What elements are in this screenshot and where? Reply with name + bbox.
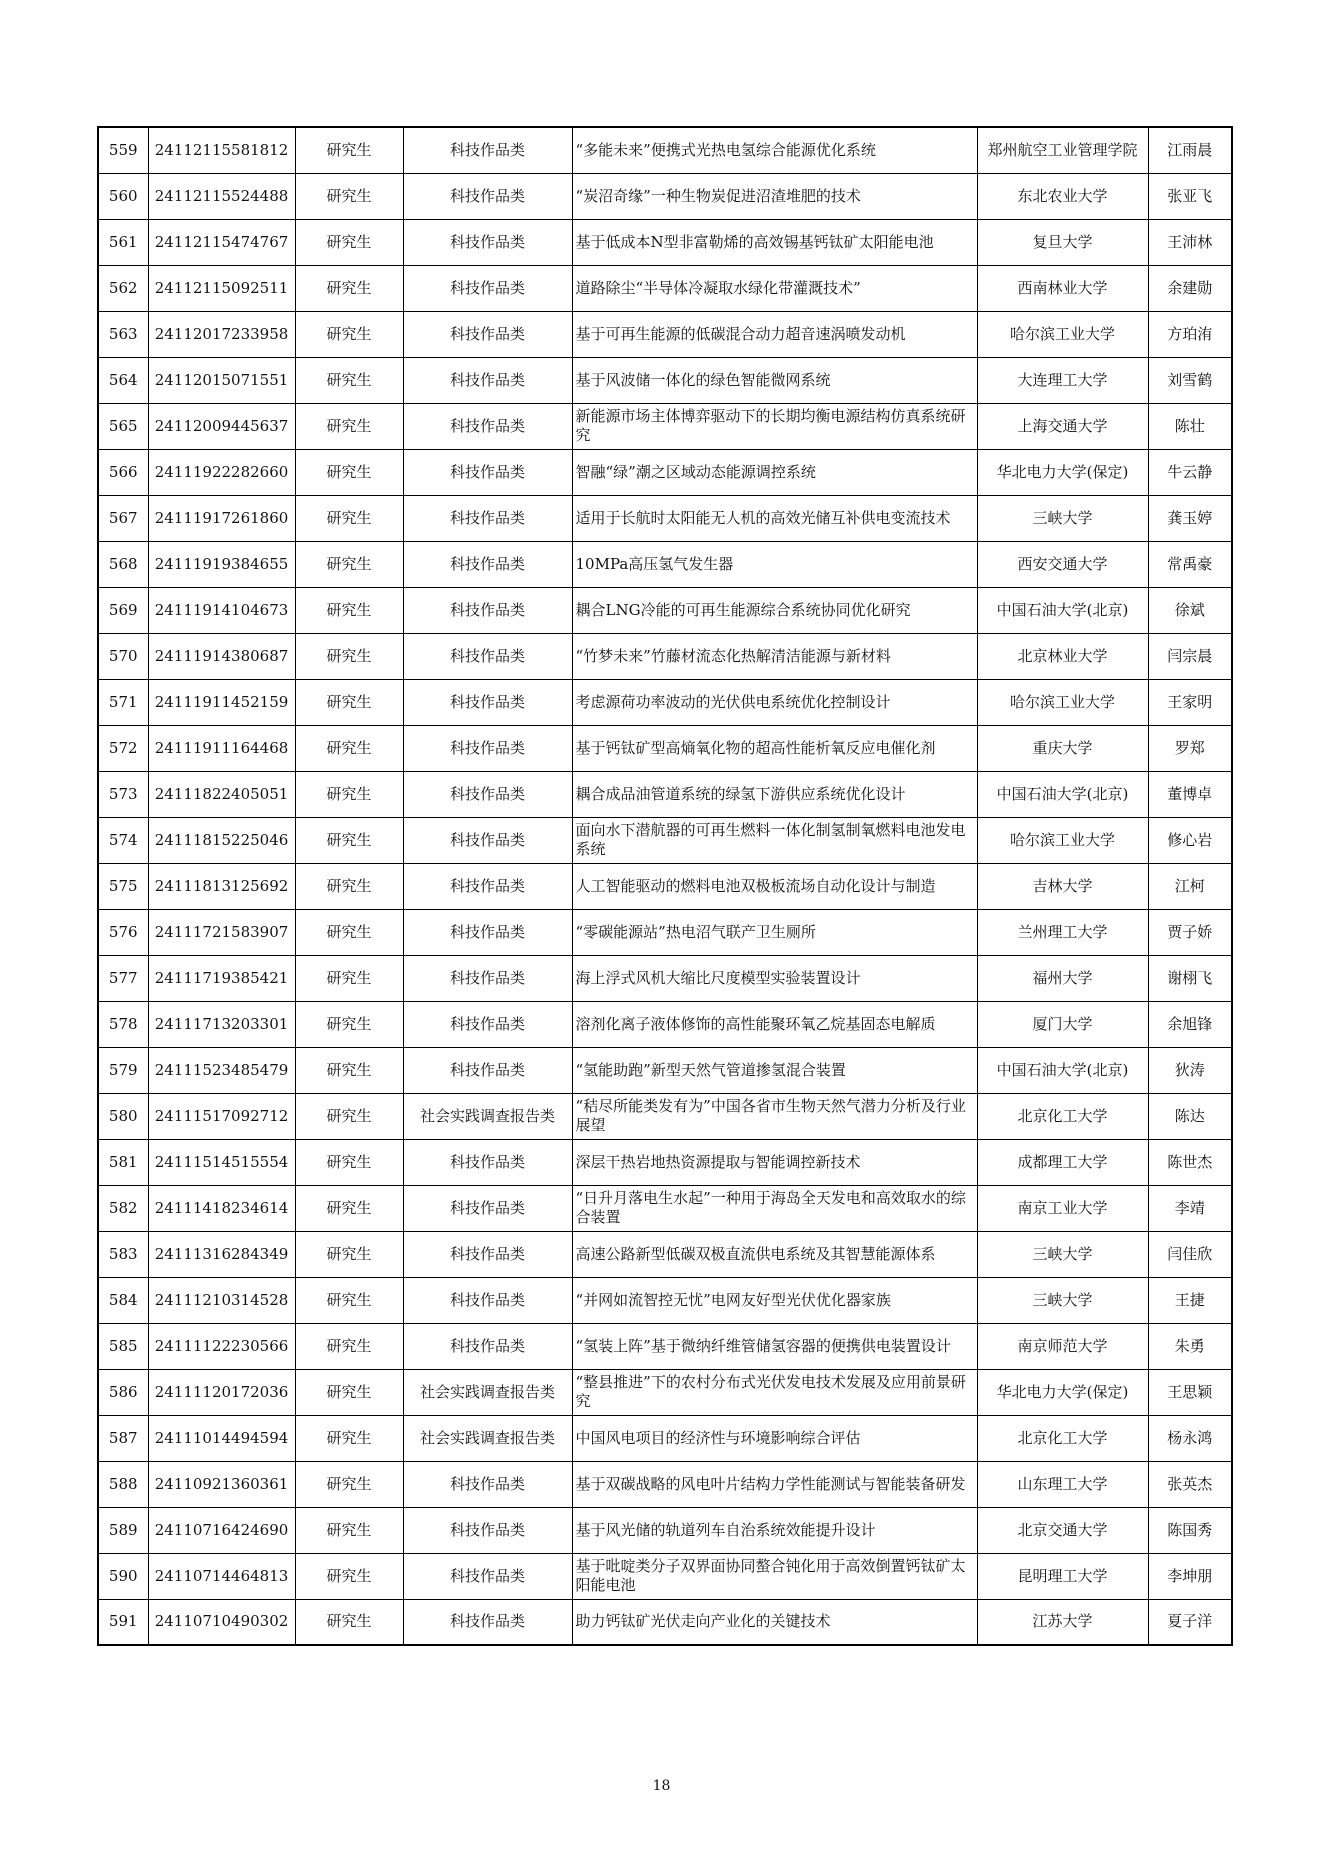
category-cell: 科技作品类 (403, 1001, 572, 1047)
school-cell: 山东理工大学 (977, 1461, 1148, 1507)
school-cell: 郑州航空工业管理学院 (977, 127, 1148, 173)
category-cell: 科技作品类 (403, 1323, 572, 1369)
level-cell: 研究生 (295, 311, 403, 357)
row-index-cell: 589 (98, 1507, 148, 1553)
school-cell: 东北农业大学 (977, 173, 1148, 219)
name-cell: 罗郑 (1148, 725, 1232, 771)
name-cell: 王思颖 (1148, 1369, 1232, 1415)
level-cell: 研究生 (295, 1369, 403, 1415)
level-cell: 研究生 (295, 633, 403, 679)
code-cell: 24112115524488 (148, 173, 295, 219)
school-cell: 中国石油大学(北京) (977, 1047, 1148, 1093)
title-cell: 海上浮式风机大缩比尺度模型实验装置设计 (572, 955, 977, 1001)
category-cell: 科技作品类 (403, 1231, 572, 1277)
level-cell: 研究生 (295, 955, 403, 1001)
title-cell: “炭沼奇缘”一种生物炭促进沼渣堆肥的技术 (572, 173, 977, 219)
row-index-cell: 575 (98, 863, 148, 909)
category-cell: 科技作品类 (403, 265, 572, 311)
name-cell: 张亚飞 (1148, 173, 1232, 219)
school-cell: 昆明理工大学 (977, 1553, 1148, 1599)
table-row (98, 679, 1232, 725)
row-index-cell: 590 (98, 1553, 148, 1599)
school-cell: 重庆大学 (977, 725, 1148, 771)
category-cell: 科技作品类 (403, 495, 572, 541)
title-cell: “整县推进”下的农村分布式光伏发电技术发展及应用前景研究 (572, 1369, 977, 1415)
row-index-cell: 570 (98, 633, 148, 679)
name-cell: 龚玉婷 (1148, 495, 1232, 541)
code-cell: 24112015071551 (148, 357, 295, 403)
school-cell: 华北电力大学(保定) (977, 1369, 1148, 1415)
row-index-cell: 559 (98, 127, 148, 173)
level-cell: 研究生 (295, 1277, 403, 1323)
table-row (98, 633, 1232, 679)
table-row (98, 725, 1232, 771)
category-cell: 科技作品类 (403, 311, 572, 357)
level-cell: 研究生 (295, 1553, 403, 1599)
title-cell: 基于低成本N型非富勒烯的高效锡基钙钛矿太阳能电池 (572, 219, 977, 265)
category-cell: 科技作品类 (403, 1139, 572, 1185)
row-index-cell: 567 (98, 495, 148, 541)
row-index-cell: 579 (98, 1047, 148, 1093)
row-index-cell: 563 (98, 311, 148, 357)
title-cell: 基于风波储一体化的绿色智能微网系统 (572, 357, 977, 403)
row-index-cell: 588 (98, 1461, 148, 1507)
category-cell: 科技作品类 (403, 219, 572, 265)
table-row (98, 403, 1232, 449)
name-cell: 常禹豪 (1148, 541, 1232, 587)
table-row (98, 1507, 1232, 1553)
title-cell: 基于双碳战略的风电叶片结构力学性能测试与智能装备研发 (572, 1461, 977, 1507)
table-row (98, 955, 1232, 1001)
code-cell: 24111922282660 (148, 449, 295, 495)
category-cell: 科技作品类 (403, 1277, 572, 1323)
school-cell: 北京化工大学 (977, 1415, 1148, 1461)
category-cell: 科技作品类 (403, 1047, 572, 1093)
name-cell: 徐斌 (1148, 587, 1232, 633)
table-row (98, 1369, 1232, 1415)
row-index-cell: 576 (98, 909, 148, 955)
code-cell: 24111917261860 (148, 495, 295, 541)
row-index-cell: 560 (98, 173, 148, 219)
school-cell: 哈尔滨工业大学 (977, 679, 1148, 725)
table-row (98, 449, 1232, 495)
code-cell: 24111914380687 (148, 633, 295, 679)
code-cell: 24112017233958 (148, 311, 295, 357)
code-cell: 24112115474767 (148, 219, 295, 265)
code-cell: 24111713203301 (148, 1001, 295, 1047)
category-cell: 科技作品类 (403, 127, 572, 173)
title-cell: 高速公路新型低碳双极直流供电系统及其智慧能源体系 (572, 1231, 977, 1277)
code-cell: 24112009445637 (148, 403, 295, 449)
name-cell: 陈国秀 (1148, 1507, 1232, 1553)
category-cell: 科技作品类 (403, 357, 572, 403)
level-cell: 研究生 (295, 1047, 403, 1093)
school-cell: 西南林业大学 (977, 265, 1148, 311)
title-cell: 10MPa高压氢气发生器 (572, 541, 977, 587)
code-cell: 24111813125692 (148, 863, 295, 909)
title-cell: “竹梦未来”竹藤材流态化热解清洁能源与新材料 (572, 633, 977, 679)
title-cell: 基于钙钛矿型高熵氧化物的超高性能析氧反应电催化剂 (572, 725, 977, 771)
row-index-cell: 585 (98, 1323, 148, 1369)
title-cell: 智融“绿”潮之区域动态能源调控系统 (572, 449, 977, 495)
code-cell: 24111822405051 (148, 771, 295, 817)
school-cell: 吉林大学 (977, 863, 1148, 909)
school-cell: 哈尔滨工业大学 (977, 311, 1148, 357)
level-cell: 研究生 (295, 495, 403, 541)
row-index-cell: 578 (98, 1001, 148, 1047)
level-cell: 研究生 (295, 587, 403, 633)
code-cell: 24111911452159 (148, 679, 295, 725)
table-row (98, 1599, 1232, 1645)
code-cell: 24111014494594 (148, 1415, 295, 1461)
school-cell: 中国石油大学(北京) (977, 771, 1148, 817)
level-cell: 研究生 (295, 1185, 403, 1231)
table-row (98, 311, 1232, 357)
category-cell: 科技作品类 (403, 633, 572, 679)
name-cell: 杨永鸿 (1148, 1415, 1232, 1461)
code-cell: 24112115581812 (148, 127, 295, 173)
school-cell: 北京林业大学 (977, 633, 1148, 679)
table-row (98, 1277, 1232, 1323)
row-index-cell: 564 (98, 357, 148, 403)
level-cell: 研究生 (295, 219, 403, 265)
school-cell: 三峡大学 (977, 1231, 1148, 1277)
title-cell: 耦合成品油管道系统的绿氢下游供应系统优化设计 (572, 771, 977, 817)
level-cell: 研究生 (295, 725, 403, 771)
name-cell: 闫佳欣 (1148, 1231, 1232, 1277)
school-cell: 华北电力大学(保定) (977, 449, 1148, 495)
level-cell: 研究生 (295, 265, 403, 311)
category-cell: 科技作品类 (403, 1553, 572, 1599)
code-cell: 24110714464813 (148, 1553, 295, 1599)
name-cell: 张英杰 (1148, 1461, 1232, 1507)
school-cell: 三峡大学 (977, 1277, 1148, 1323)
level-cell: 研究生 (295, 173, 403, 219)
code-cell: 24111721583907 (148, 909, 295, 955)
level-cell: 研究生 (295, 1461, 403, 1507)
title-cell: “氢能助跑”新型天然气管道掺氢混合装置 (572, 1047, 977, 1093)
row-index-cell: 577 (98, 955, 148, 1001)
name-cell: 余旭锋 (1148, 1001, 1232, 1047)
category-cell: 科技作品类 (403, 1599, 572, 1645)
level-cell: 研究生 (295, 1093, 403, 1139)
name-cell: 修心岩 (1148, 817, 1232, 863)
school-cell: 南京工业大学 (977, 1185, 1148, 1231)
title-cell: 适用于长航时太阳能无人机的高效光储互补供电变流技术 (572, 495, 977, 541)
row-index-cell: 561 (98, 219, 148, 265)
row-index-cell: 581 (98, 1139, 148, 1185)
results-table (97, 126, 1233, 1646)
level-cell: 研究生 (295, 403, 403, 449)
code-cell: 24111523485479 (148, 1047, 295, 1093)
school-cell: 江苏大学 (977, 1599, 1148, 1645)
level-cell: 研究生 (295, 679, 403, 725)
table-row (98, 1139, 1232, 1185)
table-row (98, 1415, 1232, 1461)
name-cell: 谢栩飞 (1148, 955, 1232, 1001)
row-index-cell: 583 (98, 1231, 148, 1277)
school-cell: 福州大学 (977, 955, 1148, 1001)
school-cell: 西安交通大学 (977, 541, 1148, 587)
level-cell: 研究生 (295, 357, 403, 403)
row-index-cell: 591 (98, 1599, 148, 1645)
table-row (98, 771, 1232, 817)
title-cell: 新能源市场主体博弈驱动下的长期均衡电源结构仿真系统研究 (572, 403, 977, 449)
name-cell: 夏子洋 (1148, 1599, 1232, 1645)
name-cell: 陈世杰 (1148, 1139, 1232, 1185)
row-index-cell: 569 (98, 587, 148, 633)
code-cell: 24110921360361 (148, 1461, 295, 1507)
table-row (98, 1093, 1232, 1139)
row-index-cell: 562 (98, 265, 148, 311)
school-cell: 复旦大学 (977, 219, 1148, 265)
title-cell: 基于风光储的轨道列车自治系统效能提升设计 (572, 1507, 977, 1553)
code-cell: 24111517092712 (148, 1093, 295, 1139)
category-cell: 科技作品类 (403, 403, 572, 449)
level-cell: 研究生 (295, 1507, 403, 1553)
title-cell: “零碳能源站”热电沼气联产卫生厕所 (572, 909, 977, 955)
category-cell: 科技作品类 (403, 863, 572, 909)
code-cell: 24112115092511 (148, 265, 295, 311)
title-cell: 考虑源荷功率波动的光伏供电系统优化控制设计 (572, 679, 977, 725)
name-cell: 李坤朋 (1148, 1553, 1232, 1599)
level-cell: 研究生 (295, 817, 403, 863)
name-cell: 余建勋 (1148, 265, 1232, 311)
name-cell: 刘雪鹤 (1148, 357, 1232, 403)
category-cell: 科技作品类 (403, 725, 572, 771)
table-row (98, 909, 1232, 955)
table-row (98, 173, 1232, 219)
table-row (98, 357, 1232, 403)
code-cell: 24111719385421 (148, 955, 295, 1001)
table-row (98, 587, 1232, 633)
category-cell: 科技作品类 (403, 449, 572, 495)
category-cell: 科技作品类 (403, 955, 572, 1001)
table-row (98, 541, 1232, 587)
category-cell: 科技作品类 (403, 679, 572, 725)
school-cell: 南京师范大学 (977, 1323, 1148, 1369)
school-cell: 哈尔滨工业大学 (977, 817, 1148, 863)
row-index-cell: 574 (98, 817, 148, 863)
table-row (98, 1323, 1232, 1369)
category-cell: 科技作品类 (403, 1507, 572, 1553)
title-cell: “多能未来”便携式光热电氢综合能源优化系统 (572, 127, 977, 173)
code-cell: 24111418234614 (148, 1185, 295, 1231)
level-cell: 研究生 (295, 771, 403, 817)
name-cell: 贾子娇 (1148, 909, 1232, 955)
level-cell: 研究生 (295, 1001, 403, 1047)
code-cell: 24111911164468 (148, 725, 295, 771)
name-cell: 江柯 (1148, 863, 1232, 909)
category-cell: 社会实践调查报告类 (403, 1369, 572, 1415)
row-index-cell: 568 (98, 541, 148, 587)
title-cell: 耦合LNG冷能的可再生能源综合系统协同优化研究 (572, 587, 977, 633)
code-cell: 24111210314528 (148, 1277, 295, 1323)
school-cell: 大连理工大学 (977, 357, 1148, 403)
name-cell: 董博卓 (1148, 771, 1232, 817)
name-cell: 陈达 (1148, 1093, 1232, 1139)
level-cell: 研究生 (295, 909, 403, 955)
title-cell: 道路除尘“半导体冷凝取水绿化带灌溉技术” (572, 265, 977, 311)
name-cell: 李靖 (1148, 1185, 1232, 1231)
code-cell: 24111316284349 (148, 1231, 295, 1277)
table-row (98, 1185, 1232, 1231)
category-cell: 科技作品类 (403, 587, 572, 633)
row-index-cell: 580 (98, 1093, 148, 1139)
level-cell: 研究生 (295, 541, 403, 587)
page-number: 18 (652, 1778, 671, 1794)
title-cell: 面向水下潜航器的可再生燃料一体化制氢制氧燃料电池发电系统 (572, 817, 977, 863)
code-cell: 24111914104673 (148, 587, 295, 633)
category-cell: 科技作品类 (403, 771, 572, 817)
table-row (98, 495, 1232, 541)
table-row (98, 1553, 1232, 1599)
name-cell: 江雨晨 (1148, 127, 1232, 173)
school-cell: 成都理工大学 (977, 1139, 1148, 1185)
category-cell: 科技作品类 (403, 173, 572, 219)
name-cell: 朱勇 (1148, 1323, 1232, 1369)
table-row (98, 817, 1232, 863)
table-row (98, 1001, 1232, 1047)
code-cell: 24111122230566 (148, 1323, 295, 1369)
name-cell: 王家明 (1148, 679, 1232, 725)
title-cell: 基于可再生能源的低碳混合动力超音速涡喷发动机 (572, 311, 977, 357)
school-cell: 中国石油大学(北京) (977, 587, 1148, 633)
code-cell: 24111120172036 (148, 1369, 295, 1415)
name-cell: 王沛林 (1148, 219, 1232, 265)
level-cell: 研究生 (295, 127, 403, 173)
table-row (98, 863, 1232, 909)
category-cell: 科技作品类 (403, 817, 572, 863)
level-cell: 研究生 (295, 1139, 403, 1185)
category-cell: 社会实践调查报告类 (403, 1093, 572, 1139)
school-cell: 北京化工大学 (977, 1093, 1148, 1139)
name-cell: 狄涛 (1148, 1047, 1232, 1093)
row-index-cell: 587 (98, 1415, 148, 1461)
category-cell: 科技作品类 (403, 909, 572, 955)
table-row (98, 1231, 1232, 1277)
name-cell: 方珀洧 (1148, 311, 1232, 357)
code-cell: 24111919384655 (148, 541, 295, 587)
table-row (98, 265, 1232, 311)
level-cell: 研究生 (295, 449, 403, 495)
name-cell: 陈壮 (1148, 403, 1232, 449)
level-cell: 研究生 (295, 1231, 403, 1277)
table-row (98, 1461, 1232, 1507)
title-cell: 中国风电项目的经济性与环境影响综合评估 (572, 1415, 977, 1461)
row-index-cell: 586 (98, 1369, 148, 1415)
level-cell: 研究生 (295, 1323, 403, 1369)
name-cell: 牛云静 (1148, 449, 1232, 495)
code-cell: 24111514515554 (148, 1139, 295, 1185)
row-index-cell: 572 (98, 725, 148, 771)
title-cell: 基于吡啶类分子双界面协同螯合钝化用于高效倒置钙钛矿太阳能电池 (572, 1553, 977, 1599)
title-cell: “日升月落电生水起”一种用于海岛全天发电和高效取水的综合装置 (572, 1185, 977, 1231)
category-cell: 社会实践调查报告类 (403, 1415, 572, 1461)
code-cell: 24111815225046 (148, 817, 295, 863)
table-row (98, 127, 1232, 173)
title-cell: 人工智能驱动的燃料电池双极板流场自动化设计与制造 (572, 863, 977, 909)
code-cell: 24110716424690 (148, 1507, 295, 1553)
school-cell: 上海交通大学 (977, 403, 1148, 449)
title-cell: 助力钙钛矿光伏走向产业化的关键技术 (572, 1599, 977, 1645)
level-cell: 研究生 (295, 1599, 403, 1645)
category-cell: 科技作品类 (403, 1185, 572, 1231)
title-cell: “秸尽所能类发有为”中国各省市生物天然气潜力分析及行业展望 (572, 1093, 977, 1139)
school-cell: 厦门大学 (977, 1001, 1148, 1047)
code-cell: 24110710490302 (148, 1599, 295, 1645)
row-index-cell: 565 (98, 403, 148, 449)
row-index-cell: 571 (98, 679, 148, 725)
title-cell: “氢装上阵”基于微纳纤维管储氢容器的便携供电装置设计 (572, 1323, 977, 1369)
category-cell: 科技作品类 (403, 1461, 572, 1507)
table-row (98, 219, 1232, 265)
row-index-cell: 584 (98, 1277, 148, 1323)
school-cell: 兰州理工大学 (977, 909, 1148, 955)
title-cell: 深层干热岩地热资源提取与智能调控新技术 (572, 1139, 977, 1185)
school-cell: 三峡大学 (977, 495, 1148, 541)
category-cell: 科技作品类 (403, 541, 572, 587)
title-cell: 溶剂化离子液体修饰的高性能聚环氧乙烷基固态电解质 (572, 1001, 977, 1047)
title-cell: “并网如流智控无忧”电网友好型光伏优化器家族 (572, 1277, 977, 1323)
level-cell: 研究生 (295, 863, 403, 909)
name-cell: 王捷 (1148, 1277, 1232, 1323)
name-cell: 闫宗晨 (1148, 633, 1232, 679)
school-cell: 北京交通大学 (977, 1507, 1148, 1553)
row-index-cell: 573 (98, 771, 148, 817)
table-row (98, 1047, 1232, 1093)
row-index-cell: 566 (98, 449, 148, 495)
level-cell: 研究生 (295, 1415, 403, 1461)
row-index-cell: 582 (98, 1185, 148, 1231)
